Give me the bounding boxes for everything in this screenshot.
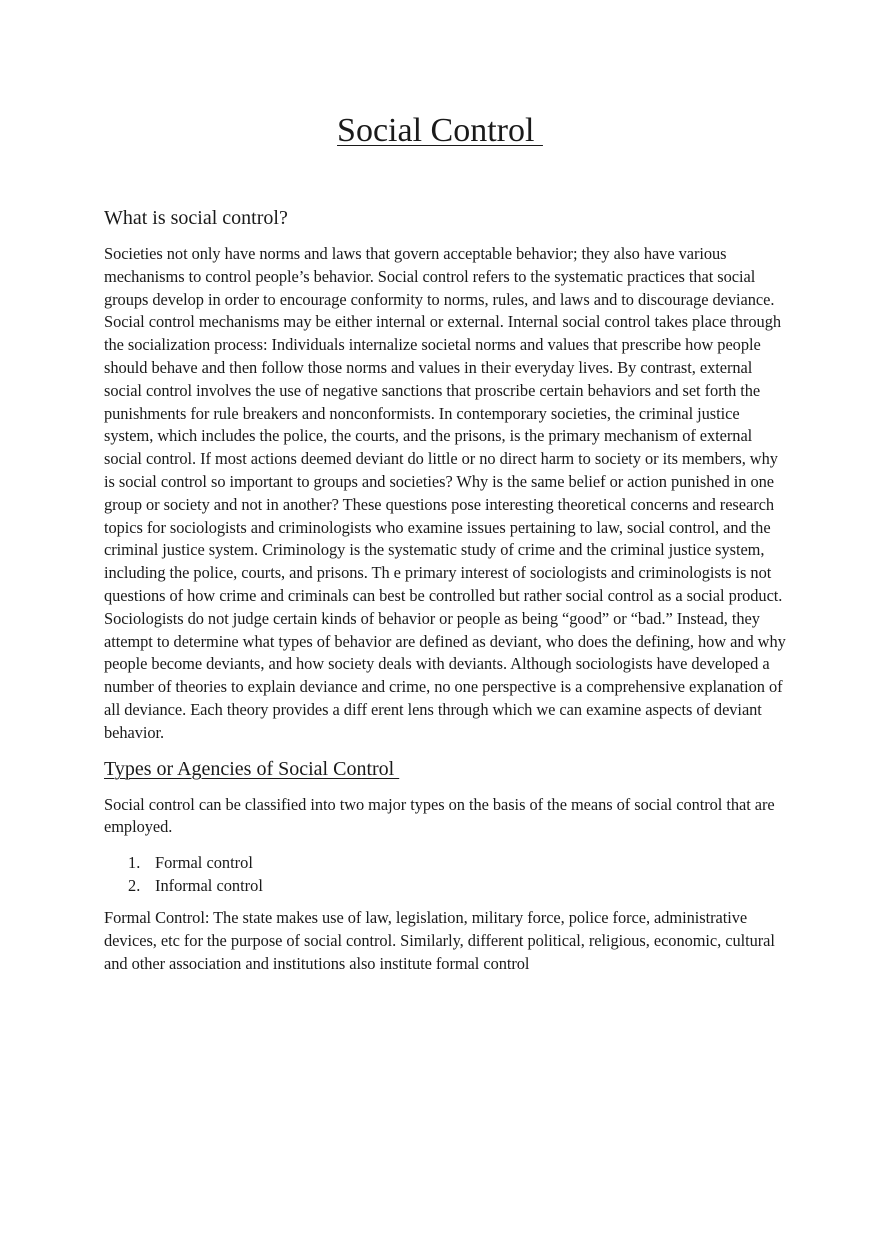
section-paragraph-definition: Societies not only have norms and laws that govern acceptable behavior; they also have various mechanisms to control people’s behavior. Social control refers to the systematic practices that social groups develop in order to encourage conformity to norms, rules, and laws and to discourage deviance. Social control mechanisms may be either internal or external. Internal social control takes place through the socialization process: Individuals internalize societal norms and values that prescribe how people should behave and then follow those norms and values in their everyday lives. By contrast, external social control involves the use of negative sanctions that proscribe certain behaviors and set forth the punishments for rule breakers and nonconformists. In contemporary societies, the criminal justice system, which includes the police, the courts, and the prisons, is the primary mechanism of external social control. If most actions deemed deviant do little or no direct harm to society or its members, why is social control so important to groups and societies? Why is the same belief or action punished in one group or society and not in another? These questions pose interesting theoretical concerns and research topics for sociologists and criminologists who examine issues pertaining to law, social control, and the criminal justice system. Criminology is the systematic study of crime and the criminal justice system, including the police, courts, and prisons. Th e primary interest of sociologists and criminologists is not questions of how crime and criminals can best be controlled but rather social control as a social product. Sociologists do not judge certain kinds of behavior or people as being “good” or “bad.” Instead, they attempt to determine what types of behavior are defined as deviant, who does the defining, how and why people become deviants, and how society deals with deviants. Although sociologists have developed a number of theories to explain deviance and crime, no one perspective is a comprehensive explanation of all deviance. Each theory provides a diff erent lens through which we can examine aspects of deviant behavior. — [104, 244, 786, 742]
document-title-text: Social Control — [337, 112, 543, 149]
list-item-text: Informal control — [155, 876, 263, 896]
document-title — [0, 110, 880, 152]
section-paragraph-types-intro: Social control can be classified into two major types on the basis of the means of social control that are employed. — [104, 794, 775, 837]
list-item-number: 2. — [128, 876, 141, 896]
section-heading-types-text: Types or Agencies of Social Control — [104, 757, 400, 780]
section-heading-types — [104, 756, 786, 782]
list-item — [104, 851, 786, 874]
document-body — [104, 205, 786, 976]
section-paragraph-formal-control: Formal Control: The state makes use of law, legislation, military force, police force, administrative devices, etc for the purpose of social control. Similarly, different political, religious, economic, cultural and other association and institutions also institute formal control — [104, 908, 775, 973]
list-item — [104, 874, 786, 897]
list-item-number: 1. — [128, 853, 141, 873]
list-item-text: Formal control — [155, 853, 253, 873]
section-heading-what-is-social-control: What is social control? — [104, 207, 288, 229]
types-list — [104, 851, 786, 897]
